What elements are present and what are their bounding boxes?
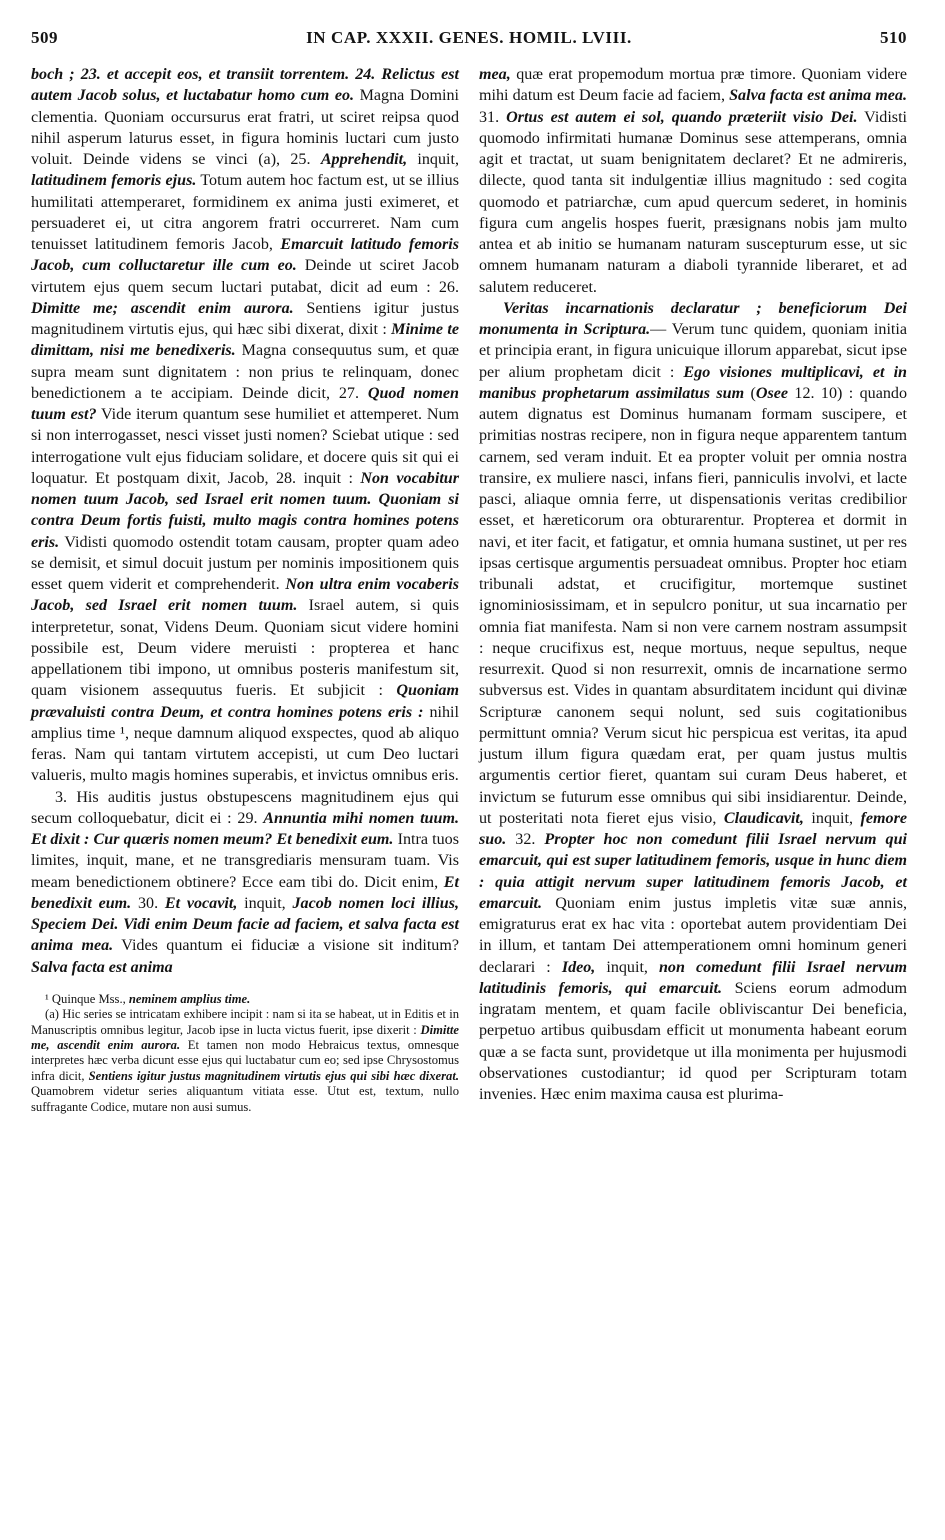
text-run: ¹ Quinque Mss., — [45, 991, 129, 1006]
text-run: Magna consequutus sum, et quæ supra meam sunt dignitatem : non prius te relinquam, donec benedictionem a te accipiam. Deinde dicit, 27. — [31, 342, 459, 402]
paragraph — [31, 787, 459, 978]
text-run: Quoniam enim justus impletis vitæ suæ annis, emigraturus erat ex hac vita : oportebat autem providentiam Dei in illum, et tantam Dei attemperationem omni hominum generi declarari : — [479, 894, 907, 976]
italic-text: Salva facta est anima — [31, 958, 173, 976]
italic-text: Jacob nomen loci illius, Speciem Dei. Vidi enim Deum facie ad faciem, et salva facta est anima mea. — [31, 894, 459, 955]
italic-text: Ego visiones multiplicavi, et in manibus prophetarum assimilatus sum — [479, 363, 907, 402]
running-header — [31, 28, 907, 64]
text-run: Intra tuos limites, inquit, mane, et ne transgrediaris mensuram tuam. Vis meam benedictionem obtinere? Ecce eam tibi do. Dicit enim, — [31, 831, 459, 891]
italic-text: Et vocavit, — [164, 894, 238, 912]
page-number-left: 509 — [31, 28, 58, 47]
italic-text: Veritas incarnationis declaratur ; beneficiorum Dei monumenta in Scriptura. — [479, 299, 907, 338]
footnote — [31, 1007, 459, 1115]
paragraph — [479, 64, 907, 298]
text-run: 3. His auditis justus obstupescens magnitudinem ejus qui secum colloquebatur, dicit ei : 29. — [31, 788, 459, 827]
italic-text: non comedunt filii Israel nervum latitudinis femoris, qui emarcuit. — [479, 958, 907, 997]
text-run: inquit, — [595, 958, 659, 976]
italic-text: latitudinem femoris ejus. — [31, 172, 197, 190]
italic-text: Quod nomen tuum est? — [31, 384, 459, 423]
text-run: 30. — [131, 894, 165, 912]
text-run: inquit, — [407, 151, 459, 168]
italic-text: Non ultra enim vocaberis Jacob, sed Israel erit nomen tuum. — [31, 576, 459, 615]
text-run: Vide iterum quantum sese humiliet et attemperet. Num si non interrogasset, nesci visset justi nomen? Sciebat utique : sed interrogatione vult ejus fiduciam solidare, et docere quis sit qui ei loquatur. Et postquam dixit, Jacob, 28. inquit : — [31, 406, 460, 487]
text-run: Quamobrem videtur series aliquantum vitiata esse. Utut est, textum, nullo suffragante Codice, mutare non ausi sumus. — [31, 1084, 459, 1114]
italic-text: Ortus est autem ei sol, quando præteriit visio Dei. — [506, 108, 858, 126]
italic-text: Emarcuit latitudo femoris Jacob, cum colluctaretur ille cum eo. — [31, 236, 459, 275]
italic-text: Osee — [755, 384, 789, 402]
text-run: 32. — [506, 831, 545, 848]
text-run: 12. 10) : quando autem dignatus est Dominus humanam formam suscipere, et primitias nostras recipere, non in figura neque apparentem tantum carnem, sed veram induit. Et ea propter voluit per omnia nostra transire, ex muliere nasci, infans fieri, panniculis involvi, et lacte pasci, aliaque omnia ferre, ut dispensationis veritas credibilior esset, et hæreticorum ora obturarentur. Propterea et dormit in navi, et iter facit, et fatigatur, et omnia humana sustinet, ut per res ipsas certisque argumentis persuadeat omnibus. Propter hoc etiam tribunali adstat, et crucifigitur, mortemque sustinet ignominiosissimam, et in sepulcro ponitur, ut sua incarnatio per omnia fiat manifesta. Nam si non vere carnem nostram assumpsit : neque crucifixus est, neque mortuus, neque sepultus, neque resurrexit. Quod si non resurrexit, omnis de incarnatione sermo subversus est. Vides in quantam absurditatem incidunt qui divinæ Scripturæ canonem sequi nolunt, sed suis cogitationibus permittunt omnia? Verum sicut hic perspicua est veritas, ita apud justum illum figura quædam erat, per quam justus multis argumentis certior fieret, quantam sui curam Deus haberet, et invictum se futurum esse omnibus qui sibi insidiarentur. Deinde, ut posteritati nota fieret ejus visio, — [479, 384, 907, 827]
text-run: Vidisti quomodo infirmitati humanæ Dominus sese attemperans, omnia agit et tractat, ut suam benignitatem declaret? Et ne admireris, dilecte, quod tanta sit indulgentiæ illius magnitudo : sed cogita quomodo et patriarchæ, cum apud quercum sederet, in hominis figura cum angelis hospes fuerit, præsignans nobis jam multo antea et ab initio se humanam naturam suscepturum esse, ut sic omnem humanam naturam a diaboli tyrannide liberaret, et ad salutem reduceret. — [479, 108, 908, 296]
page-number-right: 510 — [879, 28, 907, 47]
text-run: inquit, — [237, 894, 293, 912]
italic-text: Apprehendit, — [320, 151, 408, 168]
italic-text: Salva facta est anima mea. — [729, 87, 907, 105]
italic-text: Propter hoc non comedunt filii Israel nervum qui emarcuit, qui est super latitudinem femoris, usque in hunc diem : quia attigit nervum super latitudinem femoris Jacob, et emarcuit. — [479, 831, 907, 912]
text-run: — Verum tunc quidem, quoniam initia et principia erant, in figura unicuique illorum apparebat, sicut ipse per alium prophetam dicit : — [479, 321, 907, 381]
left-column — [31, 64, 459, 1115]
text-columns — [31, 64, 907, 1115]
text-run: Sciens eorum admodum ingratam mentem, et quam facile obliviscantur Dei beneficia, perpetuo artibus quibusdam efficit ut monumenta habeant eorum quæ a se facta sunt, providetque ut illa monimenta per hujusmodi observationes custodiantur; id quod per Scripturam totam invenies. Hæc enim maxima causa est plurima- — [479, 979, 907, 1103]
right-column — [479, 64, 907, 1115]
text-run: 31. — [479, 108, 507, 126]
italic-text: Minime te dimittam, nisi me benedixeris. — [31, 321, 459, 360]
italic-text: Non vocabitur nomen tuum Jacob, sed Israel erit nomen tuum. Quoniam si contra Deum fortis fuisti, multo magis contra homines potens eris. — [31, 469, 459, 551]
italic-text: boch ; 23. et accepit eos, et transiit torrentem. 24. Relictus est autem Jacob solus, et luctabatur homo cum eo. — [31, 66, 459, 105]
italic-text: Dimitte me; ascendit enim aurora. — [31, 299, 294, 317]
footnote — [31, 992, 459, 1007]
text-run: Vides quantum ei fiduciæ a visione sit inditum? — [113, 937, 459, 955]
footnotes — [31, 992, 459, 1115]
running-title: IN CAP. XXXII. GENES. HOMIL. LVIII. — [306, 28, 632, 47]
italic-text: Dimitte me, ascendit enim aurora. — [31, 1022, 459, 1052]
text-run: inquit, — [803, 809, 861, 827]
text-run: quæ erat propemodum mortua præ timore. Quoniam videre mihi datum est Deum facie ad faciem, — [479, 66, 907, 105]
paragraph — [31, 64, 459, 787]
italic-text: neminem amplius time. — [128, 991, 251, 1006]
italic-text: Quoniam prævaluisti contra Deum, et contra homines potens eris : — [31, 682, 459, 721]
text-run: (a) Hic series se intricatam exhibere incipit : nam si ita se habeat, ut in Editis et in Manuscriptis omnibus legitur, Jacob ipse in lucta victus fuerit, ipse dixerit : — [31, 1007, 459, 1037]
italic-text: Ideo, — [561, 958, 596, 976]
text-run: nihil amplius time ¹, neque damnum aliquod exspectes, quod ab aliquo feras. Nam qui tantam virtutem accepisti, ut cum Deo luctari valueris, multo magis homines superabis, et invictus omnibus eris. — [31, 703, 459, 785]
italic-text: Sentiens igitur justus magnitudinem virtutis ejus qui sibi hæc dixerat. — [88, 1068, 459, 1083]
text-run: Sentiens igitur justus magnitudinem virtutis ejus, qui hæc sibi dixerat, dixit : — [31, 299, 459, 338]
italic-text: femore suo. — [479, 809, 907, 848]
text-run: Israel autem, si quis interpretetur, sonat, Videns Deum. Quoniam sicut videre homini possibile est, Deum videre meruisti : propterea et hanc appellationem tibi impono, ut omnibus posteris manifestum sit, quam visionem assequutus fueris. Et subjicit : — [31, 597, 459, 700]
text-run: ( — [744, 384, 756, 402]
text-run: Totum autem hoc factum est, ut se illius humilitati attemperaret, formidinem ex anima justi eximeret, et persuaderet ei, ut citra angorem fratri occurreret. Nam cum tenuisset latitudinem femoris Jacob, — [31, 172, 459, 253]
italic-text: Annuntia mihi nomen tuum. Et dixit : Cur quæris nomen meum? Et benedixit eum. — [31, 809, 459, 848]
text-run: Magna Domini clementia. Quoniam occursurus erat fratri, ut sciret reipsa quod nihil asperum laturus esset, in figura hominis luctari cum justo voluit. Deinde videns se vinci (a), 25. — [31, 87, 459, 168]
italic-text: mea, — [479, 66, 511, 83]
text-run: Deinde ut sciret Jacob virtutem ejus quem secum luctari putabat, dicit ad eum : 26. — [31, 257, 459, 296]
italic-text: Claudicavit, — [723, 809, 804, 827]
italic-text: Et benedixit eum. — [31, 873, 459, 912]
text-run: Vidisti quomodo ostendit totam causam, propter quam adeo se demisit, et simul docuit justum per nominis impositionem quis esset quem viderit et comprehenderit. — [31, 533, 459, 593]
paragraph — [479, 298, 907, 1106]
text-run: Et tamen non modo Hebraicus textus, omnesque interpretes hæc verba dicunt esse ejus qui luctabatur cum eo; sed ipse Chrysostomus infra dicit, — [31, 1037, 459, 1083]
